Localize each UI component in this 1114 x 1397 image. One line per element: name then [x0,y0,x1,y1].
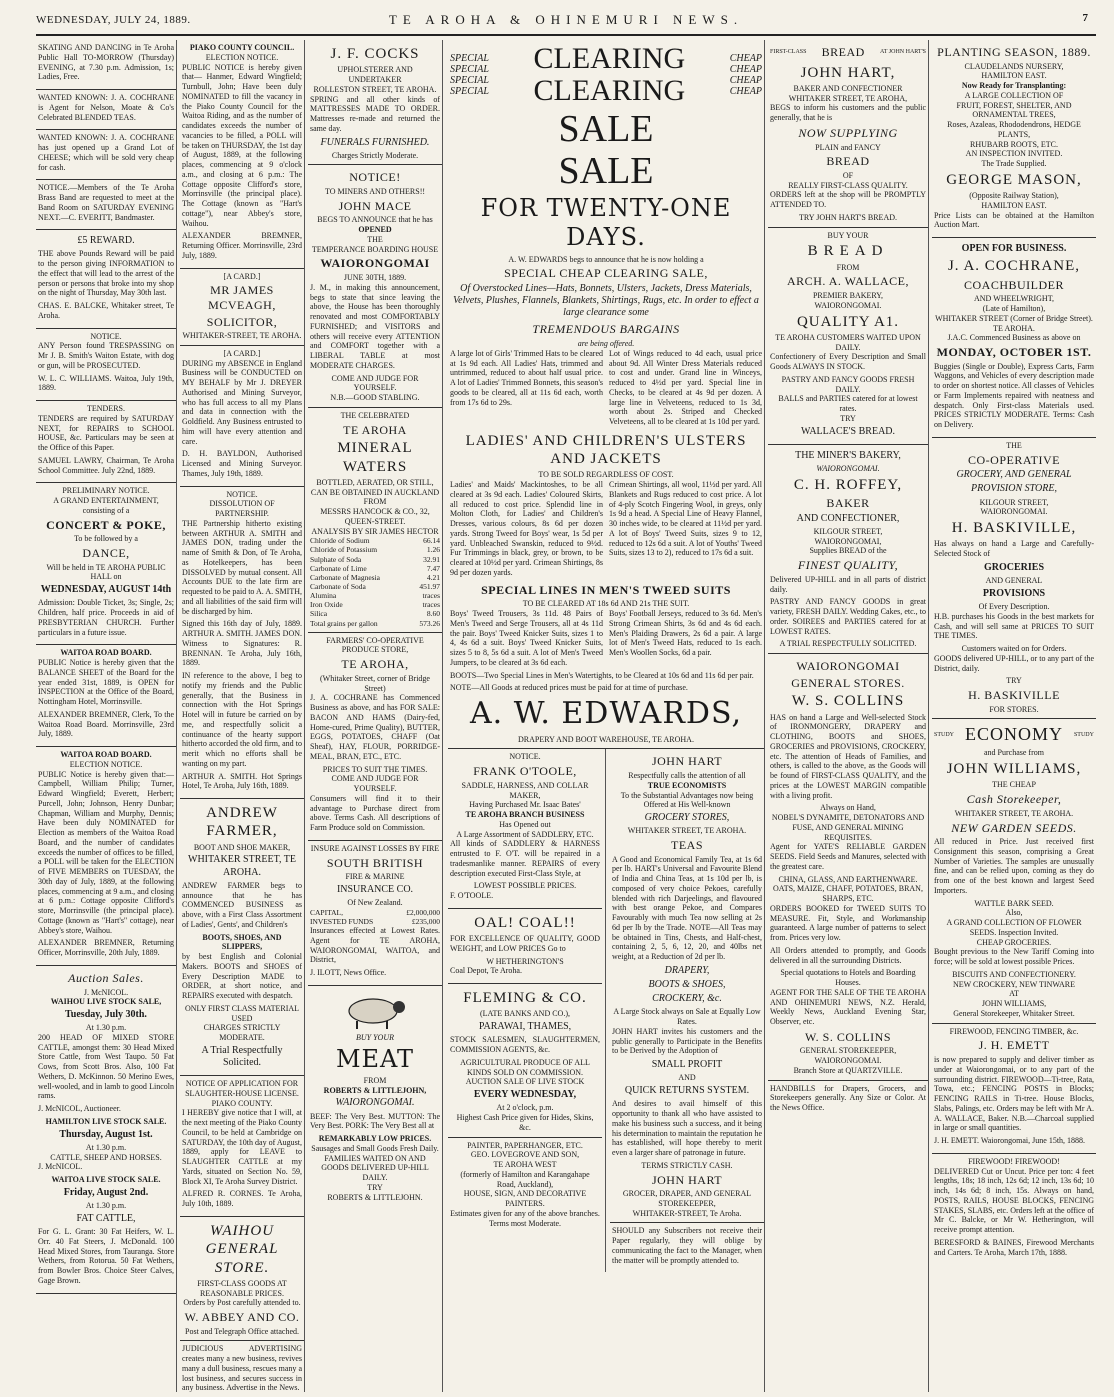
sheep-illustration [335,991,415,1031]
ad-claudelands-nursery: PLANTING SEASON, 1889. CLAUDELANDS NURSERY, HAMILTON EAST. Now Ready for Transplanting: A LARGE COLLECTION OF FRUIT, FOREST, SHELTER, AND ORNAMENTAL TREES, Roses, Azaleas, Rhododendrons, HEDGE PLANTS, RHUBARB ROOTS, ETC. AN INSPECTION INVITED. The Trade Supplied. GEORGE MASON, (Opposite Railway Station), HAMILTON EAST. Price Lists can be obtained at the Hamilton Auction Mart. [932,40,1096,238]
ad-cooperative-store: THE CO-OPERATIVE GROCERY, AND GENERAL PROVISION STORE, KILGOUR STREET, WAIORONGOMAI. H. BASKIVILLE, Has always on hand a Large and Carefully-Selected Stock of GROCERIES AND GENERAL PROVISIONS Of Every Description. H.B. purchases his Goods in the best markets for Cash, and will sell same at PRICES TO SUIT THE TIMES. Customers waited on for Orders. GOODS delivered UP-HILL, or to any part of the District, daily. TRY H. BASKIVILLE FOR STORES. [932,438,1096,720]
ad-auction-sales: Auction Sales. J. McNICOL. WAIHOU LIVE STOCK SALE, Tuesday, July 30th. At 1.30 p.m. 200 HEAD OF MIXED STORE CATTLE, amongst them: 30 Head Mixed Store Cattle, from West Taupo. 50 Fat Cows, from Scott Bros. Also, 100 Fat Wethers, D. McKinnon. 50 Merino Ewes, well-wooled, and in lamb to good Lincoln rams. J. McNICOL, Auctioneer. HAMILTON LIVE STOCK SALE. Thursday, August 1st. At 1.30 p.m. CATTLE, SHEEP AND HORSES. J. McNICOL. WAITOA LIVE STOCK SALE. Friday, August 2nd. At 1.30 p.m. FAT CATTLE, For G. L. Grant: 30 Fat Heifers, W. L. Orr. 40 Fat Steers, J. McDonald. 100 Head Mixed Stores, from Tauranga. Store Wethers, from Rotorua. 50 Fat Wethers, from Bowler Bros. Choice Steer Calves, Gage Brown. [36,966,176,1294]
ad-trespass: NOTICE. ANY Person found TRESPASSING on Mr J. B. Smith's Waiton Estate, with dog or gun, will be PROSECUTED. W. L. C. WILLIAMS. Waitoa, July 19th, 1889. [36,329,176,402]
ad-wallace-bakery: BUY YOUR BREAD FROM ARCH. A. WALLACE, PREMIER BAKERY, WAIORONGOMAI. QUALITY A1. TE AROHA CUSTOMERS WAITED UPON DAILY. Confectionery of Every Description and Small Goods ALWAYS IN STOCK. PASTRY AND FANCY GOODS FRESH DAILY. BALLS and PARTIES catered for at lowest rates. TRY WALLACE'S BREAD. [768,228,928,445]
ad-bayldon: [A CARD.] DURING my ABSENCE in England Business will be CONDUCTED on MY BEHALF by Mr J. DREYER Authorised and Mining Surveyor, who has full access to all my Plans and data in connection with the Goldfield. Any Business entrusted to him will have every attention and care. D. H. BAYLDON, Authorised Licensed and Mining Surveyor. Thames, July 19th, 1889. [180,346,304,487]
ad-mcveagh: [A CARD.] MR JAMES MCVEAGH, SOLICITOR, WHITAKER-STREET, TE AROHA. [180,269,304,346]
page-header [36,6,1096,36]
ad-wanted-cheese: WANTED KNOWN: J. A. COCHRANE has just opened up a Grand Lot of CHEESE; which will be sold very cheap for cash. [36,130,176,180]
ad-john-mace: NOTICE! TO MINERS AND OTHERS!! JOHN MACE BEGS TO ANNOUNCE that he has OPENED THE TEMPERANCE BOARDING HOUSE WAIORONGOMAI JUNE 30TH, 1889. J. M., in making this announcement, begs to state that since leaving the above, the House has been thoroughly renovated and most COMFORTABLY FURNISHED; and VISITORS and others will receive every ATTENTION and COMFORT together with a LIBERAL TABLE at most MODERATE CHARGES. COME AND JUDGE FOR YOURSELF. N.B.—GOOD STABLING. [308,165,442,407]
analysis-name: Silica [310,609,328,619]
analysis-row [310,555,440,564]
ad-otoole: NOTICE. FRANK O'TOOLE, SADDLE, HARNESS, AND COLLAR MAKER, Having Purchased Mr. Isaac Bates' TE AROHA BRANCH BUSINESS Has Opened out A Large Assortment of SADDLERY, ETC. All kinds of SADDLERY & HARNESS entrusted to F. O'T. will be repaired in a tradesmanlike manner. REPAIRS of every description executed First-Class Style, at LOWEST POSSIBLE PRICES. F. O'TOOLE. [448,749,602,908]
ad-brass-band: NOTICE.—Members of the Te Aroha Brass Band are requested to meet at the Band Room on SATURDAY EVENING NEXT.—C. EVERITT, Bandmaster. [36,180,176,230]
analysis-row [310,545,440,554]
date-line: WEDNESDAY, JULY 24, 1889. [36,14,191,26]
ad-mineral-waters: THE CELEBRATED TE AROHA MINERAL WATERS BOTTLED, AERATED, OR STILL, CAN BE OBTAINED IN AUCKLAND FROM MESSRS HANCOCK & CO., 32, QUEEN-STREET. ANALYSIS BY SIR JAMES HECTOR Chloride of Sodium 66.14 Chloride of Potassium 1.26 Sulphate of Soda 32.91 Carbonate of Lime 7.47 Carbonate of Magnesia 4.21 Carbonate of Soda 451.97 Alumina traces Iron Oxide traces Silica 8.60 Total grains per gallon 573.26 [308,408,442,633]
ad-waitoa-election: WAITOA ROAD BOARD. ELECTION NOTICE. PUBLIC Notice is hereby given that:— Campbell, William Philip; Turner, Edward Wingfield; Everett, Herbert; Purcell, John; Johnson, Henry Dunbar; Chapman, William and Murphy, Dennis; Have been duly NOMINATED for Election as members of the Waitoa Road Board, and the number of candidates exceeds the number of offices to be filled, a POLL will be taken for the ELECTION of FIVE MEMBERS on TUESDAY, the 30th day of July, 1889, at the following places, commencing at 9 a.m., and closing at 6 p.m.: Cottage opposite Clifford's store, Morrinsville (the principal place). Cottage (known as "Hart's" cottage), near Abbey's store, Waihou. ALEXANDER BREMNER, Returning Officer, Morrinsville, 20th July, 1889. [36,747,176,966]
analysis-row [310,582,440,591]
ad-hart-bakery: FIRST-CLASS BREAD AT JOHN HART'S JOHN HART, BAKER AND CONFECTIONER WHITAKER STREET, TE AROHA, BEGS to inform his customers and the public generally, that he is NOW SUPPLYING PLAIN and FANCY BREAD OF REALLY FIRST-CLASS QUALITY. ORDERS left at the shop will be PROMPTLY ATTENDED TO. TRY JOHN HART'S BREAD. [768,40,928,228]
analysis-row [310,600,440,609]
ad-cocks: J. F. COCKS UPHOLSTERER AND UNDERTAKER ROLLESTON STREET, TE AROHA. SPRING and all other kinds of MATTRESSES MADE TO ORDER. Mattresses re-made and returned the same day. FUNERALS FURNISHED. Charges Strictly Moderate. [308,40,442,165]
analysis-name: Chloride of Potassium [310,545,378,555]
ad-firewood: FIREWOOD! FIREWOOD! DELIVERED Cut or Uncut. Price per ton: 4 feet lengths, 18s; 18 inch, 12s 6d; 12 inch, 13s 6d; 10 inch, 14s 6d; 8 inch, 15s. Always on hand, POSTS, RAILS, HOUSE BLOCKS, FENCING STAKES, SLABS, etc. Orders left at the office of Mr C. Balcke, or Mr W. Hetherington, will receive prompt attention. BERESFORD & BAINES, Firewood Merchants and Carters. Te Aroha, March 17th, 1888. [934,1156,1094,1257]
ad-waitoa-balance: WAITOA ROAD BOARD. PUBLIC Notice is hereby given that the BALANCE SHEET of the Board for the year ended 31st, 1889, is OPEN for INSPECTION at the Office of the Board, Nottingham Hotel, Morrinsville. ALEXANDER BREMNER, Clerk, To the Waitoa Road Board. Morrinsville, 23rd July, 1889. [36,645,176,747]
ad-fleming: FLEMING & CO. (LATE BANKS AND CO.), PARAWAI, THAMES, STOCK SALESMEN, SLAUGHTERMEN, COMMISSION AGENTS, &c. AGRICULTURAL PRODUCE OF ALL KINDS SOLD ON COMMISSION. AUCTION SALE OF LIVE STOCK EVERY WEDNESDAY, At 2 o'clock, p.m. Highest Cash Price given for Hides, Skins, &c. [448,984,602,1137]
analysis-row [310,591,440,600]
column-6 [932,40,1096,1392]
analysis-value: 32.91 [423,554,440,564]
ad-collins: WAIORONGOMAI GENERAL STORES. W. S. COLLINS HAS on hand a Large and Well-selected Stock of IRONMONGERY, DRAPERY and CLOTHING, BOOTS and SHOES, GROCERIES and PROVISIONS, CROCKERY, etc. The attention of Heads of Families, and others, is called to the above, as the Goods will be found of FIRST-CLASS QUALITY, and the prices at the LOWEST MARGIN compatible with a living profit. Always on Hand, NOBEL'S DYNAMITE, DETONATORS AND FUSE, AND GENERAL MINING REQUISITES. Agent for YATE'S RELIABLE GARDEN SEEDS. Field Seeds and Manures, selected with the greatest care. CHINA, GLASS, AND EARTHENWARE. OATS, MAIZE, CHAFF, POTATOES, BRAN, SHARPS, ETC. ORDERS BOOKED for TWEED SUITS TO MEASURE. Fit, Style, and Workmanship guaranteed. A large number of patterns to select from. Prices very low. All Orders attended to promptly, and Goods delivered in all the surrounding Districts. Special quotations to Hotels and Boarding Houses. AGENT FOR THE SALE OF THE TE AROHA AND OHINEMURI NEWS, N.Z. Herald, Weekly News, Auckland Evening Star, Observer, etc. W. S. COLLINS GENERAL STOREKEEPER, WAIORONGOMAI. Branch Store at QUARTZVILLE. [768,654,928,1081]
ad-slaughter-license: NOTICE OF APPLICATION FOR SLAUGHTER-HOUSE LICENSE. PIAKO COUNTY. I HEREBY give notice that I will, at the next meeting of the Piako County Council, to be held at Cambridge on SATURDAY, the 10th day of August, 1889, apply for LEAVE to SLAUGHTER CATTLE at my Yards, situated on Section No. 59, Block XI, Te Aroha Survey District. ALFRED R. CORNES. Te Aroha, July 10th, 1889. [180,1076,304,1217]
column-1 [36,40,177,1392]
analysis-name: Carbonate of Magnesia [310,572,380,582]
ad-dissolution: NOTICE. DISSOLUTION OF PARTNERSHIP. THE Partnership hitherto existing between ARTHUR A. SMITH and JAMES DON, trading under the name of Smith & Don, of Te Aroha, as Hotelkeepers, has been DISSOLVED by mutual consent. All Accounts DUE to the late firm are requested to be paid to A. A. SMITH, and all liabilities of the said firm will be discharged by him. Signed this 16th day of July, 1889. ARTHUR A. SMITH. JAMES DON. Witness to Signatures: R. BRENNAN. Te Aroha, July 16th, 1889. IN reference to the above, I beg to notify my friends and the Public generally, that the Business in connection with the Hot Springs Hotel will in future be carried on by me, and respectfully solicit a continuance of the hearty support hitherto accorded the old firm, and to merit which no efforts shall be wanting on my part. ARTHUR A. SMITH. Hot Springs Hotel, Te Aroha, July 16th, 1889. [180,487,304,800]
analysis-name: Chloride of Sodium [310,536,370,546]
analysis-name: Carbonate of Lime [310,563,367,573]
subcolumn-left [448,749,606,1272]
subcolumn-right [610,749,764,1272]
ad-farmers-coop: FARMERS' CO-OPERATIVE PRODUCE STORE, TE AROHA, (Whitaker Street, corner of Bridge Street) J. A. COCHRANE has Commenced Business as above, and has FOR SALE: BACON AND HAMS (Dairy-fed, Home-cured, Prime Quality), BUTTER, EGGS, POTATOES, CHAFF (Oat Sheaf), HAY, FLOUR, PORRIDGE-MEAL, BRAN, ETC., ETC. PRICES TO SUIT THE TIMES. COME AND JUDGE FOR YOURSELF. Consumers will find it to their advantage to Purchase direct from above. Terms Cash. All descriptions of Farm Produce sold on Commission. [308,633,442,841]
analysis-row [310,536,440,545]
analysis-name: Alumina [310,591,337,601]
analysis-name: Sulphate of Soda [310,554,362,564]
analysis-name: Carbonate of Soda [310,582,366,592]
masthead: TE AROHA & OHINEMURI NEWS. [388,12,744,27]
ad-waihou-store: WAIHOU GENERAL STORE. FIRST-CLASS GOODS AT REASONABLE PRICES. Orders by Post carefully attended to. W. ABBEY AND CO. Post and Telegraph Office attached. [180,1217,304,1342]
ad-cochrane-coachbuilder: OPEN FOR BUSINESS. J. A. COCHRANE, COACHBUILDER AND WHEELWRIGHT, (Late of Hamilton), WHITAKER STREET (Corner of Bridge Street). TE AROHA. J.A.C. Commenced Business as above on MONDAY, OCTOBER 1ST. Buggies (Single or Double), Express Carts, Farm Waggons, and Vehicles of every description made to order on shortest notice. All classes of Vehicles or Farm Implements repaired with neatness and despatch. Only First-class Materials used. PRICES STRICTLY MODERATE. Terms: Cash on Delivery. [932,238,1096,438]
ad-lovegrove: PAINTER, PAPERHANGER, ETC. GEO. LOVEGROVE AND SON, TE AROHA WEST (formerly of Hamilton and Karangahape Road, Auckland), HOUSE, SIGN, AND DECORATIVE PAINTERS. Estimates given for any of the above branches. Terms most Moderate. [450,1140,600,1228]
analysis-row [310,619,440,628]
analysis-value: 451.97 [419,582,440,592]
analysis-name: Iron Oxide [310,600,343,610]
analysis-value: 573.26 [419,618,440,628]
ad-advertising: JUDICIOUS ADVERTISING creates many a new business, revives many a dull business, rescues many a lost business, and secures success in any business. Advertise in the News. [182,1344,302,1392]
column-3 [308,40,443,1392]
page-number: 7 [1082,12,1088,24]
ad-concert: PRELIMINARY NOTICE. A GRAND ENTERTAINMENT, consisting of a CONCERT & POKE, To be followed by a DANCE, Will be held in TE AROHA PUBLIC HALL on WEDNESDAY, AUGUST 14th Admission: Double Ticket, 3s; Single, 2s; Children, half price. Proceeds in aid of PRESBYTERIAN CHURCH. Further particulars in a future issue. [36,483,176,645]
analysis-row [310,573,440,582]
analysis-value: traces [422,591,440,601]
ad-wanted-teas: WANTED KNOWN: J. A. COCHRANE is Agent for Nelson, Moate & Co's Celebrated BLENDED TEAS. [36,90,176,130]
ad-handbills: HANDBILLS for Drapers, Grocers, and Storekeepers generally. Any Size or Color. At the News Office. [770,1083,926,1113]
analysis-value: 8.60 [426,609,440,619]
ad-coal: OAL! COAL!! FOR EXCELLENCE OF QUALITY, GOOD WEIGHT, and LOW PRICES Go to W HETHERINGTON'S Coal Depot, Te Aroha. [448,909,602,984]
ad-roffey: THE MINER'S BAKERY, WAIORONGOMAI. C. H. ROFFEY, BAKER AND CONFECTIONER, KILGOUR STREET, WAIORONGOMAI, Supplies BREAD of the FINEST QUALITY, Delivered UP-HILL and in all parts of district daily. PASTRY AND FANCY GOODS in great variety, FRESH DAILY. Wedding Cakes, etc., to order. SOIREES and PARTIES catered for at LOWEST RATES. A TRIAL RESPECTFULLY SOLICITED. [768,445,928,654]
ad-council-election: PIAKO COUNTY COUNCIL. ELECTION NOTICE. PUBLIC NOTICE is hereby given that— Hanmer, Edward Wingfield; Turnbull, John; Have been duly NOMINATED to fill the vacancy in the Piako County Council for the Waitoa Riding, and as the number of candidates exceeds the number of vacancies to be filled, a POLL will be taken on THURSDAY, the 1st day of August, 1889, at the following places, commencing at 9 o'clock a.m., and closing at 6 p.m.: The Cottage opposite Clifford's store, Morrinsville (the principal place). The Cottage (known as "Hart's cottage"), near Abbey's store, Waihou. ALEXANDER BREMNER, Returning Officer. Morrinsville, 23rd July, 1889. [180,40,304,269]
analysis-name: Total grains per gallon [310,618,378,628]
analysis-value: 1.26 [426,545,440,555]
ad-john-hart-grocery: JOHN HART Respectfully calls the attention of all TRUE ECONOMISTS To the Substantial Advantages now being Offered at His Well-known GROCERY STORES, WHITAKER STREET, TE AROHA. TEAS A Good and Economical Family Tea, at 1s 6d per lb. HART's Universal and Favourite Blend of India and China Teas, at 1s 10d per lb, is composed of very choice Pekoes, carefully blended with rich Darjeelings, and flavoured with best orange Pekoe, and Compares Favourably with much Tea now selling at 2s 6d per lb by the Trade. NOTE—All Teas may be obtained in Tins, Chests, and Half-chest, containing 2, 5, 6, 12, 20, and 40lbs net weight, at a Reduction of 2d per lb. DRAPERY, BOOTS & SHOES, CROCKERY, &c. A Large Stock always on Sale at Equally Low Rates. JOHN HART invites his customers and the public generally to Participate in the Benefits to be Derived by the Adoption of SMALL PROFIT AND QUICK RETURNS SYSTEM. And desires to avail himself of this opportunity to thank all who have assisted to make his business such a success, and it being his determination to maintain the reputation he has established, will hope thereby to merit even a larger share of patronage in future. TERMS STRICTLY CASH. JOHN HART GROCER, DRAPER, AND GENERAL STOREKEEPER, WHITAKER-STREET, Te Aroha. [610,749,764,1223]
analysis-value: 7.47 [426,563,440,573]
ad-meat: BUY YOUR MEAT FROM ROBERTS & LITTLEJOHN, WAIORONGOMAI. BEEF: The Very Best. MUTTON: The Very Best. PORK: The Very Best all at REMARKABLY LOW PRICES. Sausages and Small Goods Fresh Daily. FAMILIES WAITED ON AND GOODS DELIVERED UP-HILL DAILY. TRY ROBERTS & LITTLEJOHN. [308,986,442,1206]
ad-edwards-sale: SPECIAL SPECIAL SPECIAL SPECIAL CLEARING CLEARING CHEAP CHEAP CHEAP CHEAP SALE SALE FOR TWENTY-ONE DAYS. A. W. EDWARDS begs to announce that he is now holding a SPECIAL CHEAP CLEARING SALE, Of Overstocked Lines—Hats, Bonnets, Ulsters, Jackets, Dress Materials, Velvets, Plushes, Flannels, Blankets, Shirtings, Rugs, etc. In order to effect a large clearance some TREMENDOUS BARGAINS are being offered. A large lot of Girls' Trimmed Hats to be cleared at 1s 9d each. All Ladies' Hats, trimmed and untrimmed, reduced to about half usual price. A lot of Ladies' Trimmed Bonnets, this season's goods to be cleared, all at 11s 6d each, worth from 17s 6d to 29s. Lot of Wings reduced to 4d each, usual price about 9d. All Winter Dress Materials reduced to cost and under. Grand line in Winceys, reduced to 4½d per yard. Special line in Checks, to be cleared at 4s 9d per dozen. A large line in Velveteens, reduced to 1s 3d, worth about 2s. Striped and Checked Velveteens, all to be cleared at 1s 10d per yard. LADIES' AND CHILDREN'S ULSTERS AND JACKETS TO BE SOLD REGARDLESS OF COST. Ladies' and Maids' Mackintoshes, to be all cleared at 3s 9d each. Ladies' Coloured Skirts, all reduced to cost price. Splendid line in Molton Cloth, for Ladies' and Children's Dresses, various colours, 8s 6d per dozen yards. Strong Tweed for Boys' wear, 1s 5d per yard. Unbleached Swanskin, reduced to 9½d. Fur Trimmings in black, grey, or brown, to be cleared at 10½d per yard. Crimean Shirtings, 8s 9d per dozen yards. Crimean Shirtings, all wool, 11½d per yard. All Blankets and Rugs reduced to cost price. A lot of 4-ply Scotch Fingering Wool, in greys, only 1s 9d a head. A Special Line of Heavy Flannel, 30 inches wide, to be cleared at 11½d per yard. A lot of Boys' Tweed Suits, sizes 9 to 12, reduced to 12s 6d a suit. A lot of Youths' Tweed Suits, sizes 13 to 2), reduced to 17s 6d a suit. SPECIAL LINES IN MEN'S TWEED SUITS TO BE CLEARED AT 18s 6d AND 21s THE SUIT. Boys' Tweed Trousers, 3s 11d. 48 Pairs of Men's Tweed and Serge Trousers, all at 4s 11d the pair. Boys' Tweed Knicker Suits, sizes 1 to 4, 4s 6d a suit. Boys' Tweed Knicker Suits, sizes 5 to 8, 5s 6d a suit. A lot of Men's Tweed Jumpers, to be cleared at 3s 6d each. Boys' Football Jerseys, reduced to 3s 6d. Men's Strong Crimean Shirts, 3s 6d and 4s 6d each. Men's Plaiding Drawers, 2s 6d a pair. A large lot of Men's Tweed Hats, reduced to 1s each. Men's Woollen Socks, 6d a pair. BOOTS—Two Special Lines in Men's Watertights, to be Cleared at 10s 6d and 11s 6d per pair. NOTE—All Goods at reduced prices must be paid for at time of purchase. A. W. EDWARDS, DRAPERY AND BOOT WAREHOUSE, TE AROHA. [448,40,764,749]
analysis-value: 4.21 [426,572,440,582]
analysis-table [310,536,440,627]
ad-tenders: TENDERS. TENDERS are required by SATURDAY NEXT, for REPAIRS to SCHOOL HOUSE, &c. Particulars may be seen at the Office of this Paper. SAMUEL LAWRY, Chairman, Te Aroha School Committee. July 22nd, 1889. [36,401,176,483]
column-2 [180,40,305,1392]
ad-insurance: INSURE AGAINST LOSSES BY FIRE SOUTH BRITISH FIRE & MARINE INSURANCE CO. Of New Zealand. CAPITAL, £2,000,000 INVESTED FUNDS £235,000 Insurances effected at Lowest Rates. Agent for TE AROHA, WAIORONGOMAI, WAITOA, and District, J. ILOTT, News Office. [308,841,442,986]
analysis-row [310,609,440,618]
ad-dancing: SKATING AND DANCING in Te Aroha Public Hall TO-MORROW (Thursday) EVENING, at 7.30 p.m. Admission, 1s; Ladies, Free. [36,40,176,90]
ad-emett-firewood: FIREWOOD, FENCING TIMBER, &c. J. H. EMETT is now prepared to supply and deliver timber as under at Waiorongomai, or to any part of the surrounding district. FIREWOOD—Ti-tree, Rata, Towa, etc.; FENCING POSTS in Blocks; FENCING RAILS in Ti-tree. House Blocks, Slabs, Palings, etc. Orders may be left with Mr A. A. WALLACE, Baker. N.B.—Charcoal supplied in large or small quantities. J. H. EMETT. Waiorongomai, June 15th, 1888. [932,1024,1096,1154]
ad-subscribers: SHOULD any Subscribers not receive their Paper regularly, they will oblige by communicating the fact to the Manager, when the matter will be promptly attended to. [612,1226,762,1265]
analysis-value: 66.14 [423,536,440,546]
analysis-row [310,564,440,573]
analysis-value: traces [422,600,440,610]
column-4 [448,40,765,1392]
ad-andrew-farmer: ANDREW FARMER, BOOT AND SHOE MAKER, WHITAKER STREET, TE AROHA. ANDREW FARMER begs to announce that he has COMMENCED BUSINESS as above, with a First Class Assortment of Ladies', Gents', and Children's BOOTS, SHOES, AND SLIPPERS, by best English and Colonial Makers. BOOTS and SHOES of Every Description MADE to ORDER, at short notice, and REPAIRS executed with despatch. ONLY FIRST CLASS MATERIAL USED CHARGES STRICTLY MODERATE. A Trial Respectfully Solicited. [180,799,304,1076]
ad-john-williams: STUDY ECONOMY STUDY and Purchase from JOHN WILLIAMS, THE CHEAP Cash Storekeeper, WHITAKER STREET, TE AROHA. NEW GARDEN SEEDS. All reduced in Price. Just received first Consignment this season, comprising a Great Number of Varieties. The samples are unusually fine, and can be relied upon, coming as they do from one of the best known and largest Seed Importers. WATTLE BARK SEED. Also, A GRAND COLLECTION OF FLOWER SEEDS. Inspection Invited. CHEAP GROCERIES. Bought previous to the New Tariff Coming into force; will be sold at lowest possible Prices. BISCUITS AND CONFECTIONERY. NEW CROCKERY, NEW TINWARE AT JOHN WILLIAMS, General Storekeeper, Whitaker Street. [932,719,1096,1023]
ad-reward: £5 REWARD. THE above Pounds Reward will be paid to the person giving INFORMATION to the effect that will lead to the arrest of the person or persons that broke into my shop on the night of Thursday, May 30th last. CHAS. E. BALCKE, Whitaker street, Te Aroha. [36,230,176,328]
column-5 [768,40,929,1392]
